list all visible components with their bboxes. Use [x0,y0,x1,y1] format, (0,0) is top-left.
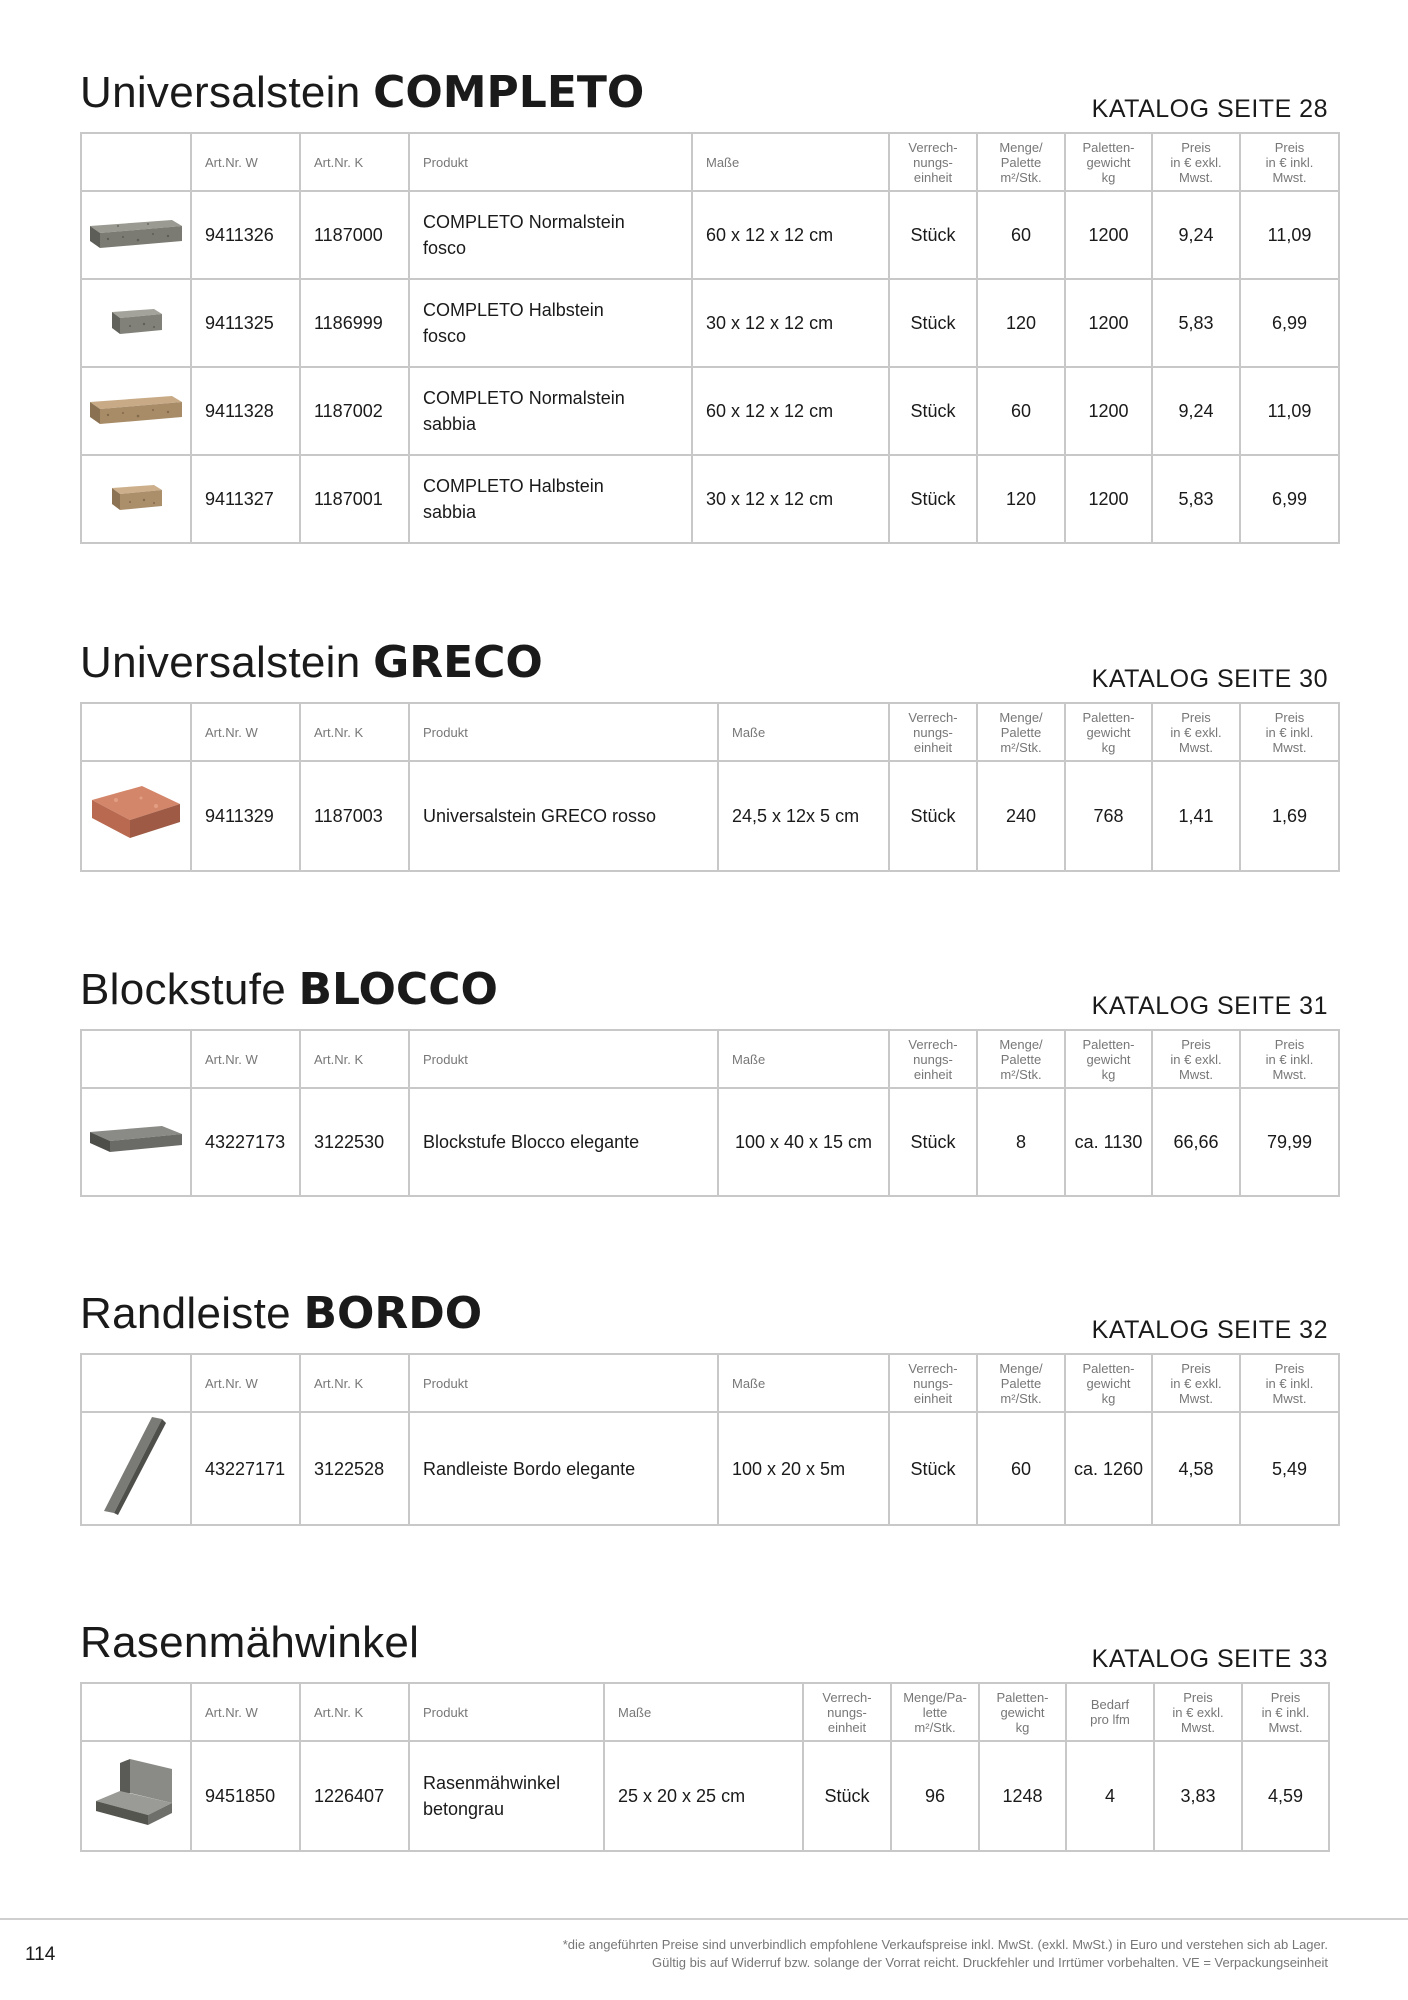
header-cell: Produkt [409,703,718,761]
disclaimer-line-2: Gültig bis auf Widerruf bzw. solange der Vorrat reicht. Druckfehler und Irrtümer vorbehalten. VE = Verpackungseinheit [652,1955,1328,1970]
masse: 60 x 12 x 12 cm [692,367,889,455]
gewicht: 1248 [979,1741,1066,1851]
einheit: Stück [889,1088,977,1196]
art-nr-k: 1187000 [300,191,409,279]
header-cell: Art.Nr. K [300,133,409,191]
menge: 240 [977,761,1065,871]
produkt [409,367,692,455]
product-table [80,702,1340,872]
header-cell: Art.Nr. K [300,1354,409,1412]
produkt: Randleiste Bordo elegante [409,1412,718,1525]
catalog-page-ref: KATALOG SEITE 28 [1091,95,1328,123]
preis-inkl: 79,99 [1240,1088,1339,1196]
art-nr-w: 9411327 [191,455,300,543]
randleiste-thumb [81,1412,191,1525]
menge: 60 [977,1412,1065,1525]
footer-divider [0,1918,1408,1920]
catalog-page-ref: KATALOG SEITE 32 [1091,1316,1328,1344]
section-header [80,1283,1328,1353]
greco-rosso-thumb [81,761,191,871]
title-light: Universalstein [80,638,361,687]
disclaimer-line-1: *die angeführten Preise sind unverbindlich empfohlene Verkaufspreise inkl. MwSt. (exkl. MwSt.) in Euro und verstehen sich ab Lager. [562,1937,1328,1952]
product-table [80,1353,1340,1526]
header-cell: Maße [604,1683,803,1741]
art-nr-w: 43227173 [191,1088,300,1196]
header-cell: Art.Nr. W [191,133,300,191]
produkt-line-2: sabbia [423,502,477,522]
einheit: Stück [889,761,977,871]
header-cell: Art.Nr. W [191,1030,300,1088]
header-cell: Art.Nr. K [300,703,409,761]
section-bordo [80,1283,1328,1526]
table-header-row [81,1030,1339,1088]
header-cell: Menge/Pa- lette m²/Stk. [891,1683,979,1741]
art-nr-k: 1186999 [300,279,409,367]
preis-exkl: 3,83 [1154,1741,1242,1851]
section-greco [80,632,1328,872]
preis-inkl: 6,99 [1240,279,1339,367]
header-cell: Preis in € exkl. Mwst. [1154,1683,1242,1741]
produkt-line-2: fosco [423,238,467,258]
produkt-line-2: sabbia [423,414,477,434]
art-nr-k: 1226407 [300,1741,409,1851]
table-row [81,191,1339,279]
header-cell: Maße [718,1354,889,1412]
header-cell: Verrech- nungs- einheit [889,1030,977,1088]
header-cell: Preis in € inkl. Mwst. [1240,133,1339,191]
stone-normal-fosco-thumb [81,191,191,279]
art-nr-w: 9411326 [191,191,300,279]
section-header [80,959,1328,1029]
produkt [409,1741,604,1851]
header-cell: Produkt [409,1030,718,1088]
stone-half-fosco-thumb [81,279,191,367]
title-bold: BORDO [303,1288,483,1339]
einheit: Stück [889,367,977,455]
produkt-line-1: COMPLETO Halbstein [423,300,604,320]
preis-exkl: 5,83 [1152,455,1240,543]
header-cell: Produkt [409,1354,718,1412]
table-row [81,455,1339,543]
section-blocco [80,959,1328,1197]
table-header-row [81,133,1339,191]
produkt [409,279,692,367]
gewicht: 768 [1065,761,1152,871]
menge: 8 [977,1088,1065,1196]
header-cell: Paletten- gewicht kg [1065,1030,1152,1088]
einheit: Stück [803,1741,891,1851]
header-cell: Menge/ Palette m²/Stk. [977,133,1065,191]
masse: 60 x 12 x 12 cm [692,191,889,279]
einheit: Stück [889,279,977,367]
header-cell: Verrech- nungs- einheit [889,703,977,761]
produkt [409,455,692,543]
title-light: Randleiste [80,1289,291,1338]
einheit: Stück [889,1412,977,1525]
catalog-page-ref: KATALOG SEITE 33 [1091,1645,1328,1673]
price-disclaimer [428,1936,1328,1972]
preis-exkl: 1,41 [1152,761,1240,871]
section-rasenmaehwinkel [80,1612,1328,1852]
table-header-row [81,703,1339,761]
bedarf: 4 [1066,1741,1154,1851]
masse: 100 x 40 x 15 cm [718,1088,889,1196]
product-table [80,1682,1330,1852]
header-cell: Preis in € exkl. Mwst. [1152,133,1240,191]
header-cell: Produkt [409,133,692,191]
header-cell: Menge/ Palette m²/Stk. [977,1030,1065,1088]
header-cell: Preis in € exkl. Mwst. [1152,703,1240,761]
art-nr-k: 1187002 [300,367,409,455]
header-cell: Preis in € exkl. Mwst. [1152,1354,1240,1412]
title-bold: COMPLETO [373,67,645,118]
header-cell: Preis in € inkl. Mwst. [1240,1030,1339,1088]
header-cell: Produkt [409,1683,604,1741]
section-title [80,67,644,118]
menge: 60 [977,367,1065,455]
header-cell: Preis in € inkl. Mwst. [1242,1683,1329,1741]
catalog-page-ref: KATALOG SEITE 30 [1091,665,1328,693]
header-cell: Art.Nr. W [191,1683,300,1741]
preis-inkl: 5,49 [1240,1412,1339,1525]
header-cell: Paletten- gewicht kg [1065,1354,1152,1412]
masse: 24,5 x 12x 5 cm [718,761,889,871]
header-cell: Verrech- nungs- einheit [803,1683,891,1741]
art-nr-k: 1187003 [300,761,409,871]
produkt-line-1: COMPLETO Normalstein [423,388,625,408]
art-nr-k: 3122528 [300,1412,409,1525]
gewicht: 1200 [1065,191,1152,279]
header-cell: Art.Nr. W [191,1354,300,1412]
blockstufe-thumb [81,1088,191,1196]
preis-inkl: 4,59 [1242,1741,1329,1851]
menge: 120 [977,279,1065,367]
product-table [80,1029,1340,1197]
table-row [81,367,1339,455]
stone-half-sabbia-thumb [81,455,191,543]
preis-exkl: 9,24 [1152,367,1240,455]
produkt-line-2: betongrau [423,1799,505,1819]
header-cell: Art.Nr. K [300,1030,409,1088]
art-nr-w: 9411328 [191,367,300,455]
preis-inkl: 11,09 [1240,191,1339,279]
einheit: Stück [889,191,977,279]
header-cell: Maße [692,133,889,191]
header-cell: Maße [718,1030,889,1088]
section-header [80,1612,1328,1682]
catalog-page-ref: KATALOG SEITE 31 [1091,992,1328,1020]
masse: 30 x 12 x 12 cm [692,455,889,543]
header-cell: Preis in € inkl. Mwst. [1240,703,1339,761]
art-nr-w: 43227171 [191,1412,300,1525]
header-image [81,133,191,191]
header-cell: Bedarf pro lfm [1066,1683,1154,1741]
header-cell: Maße [718,703,889,761]
table-row [81,1088,1339,1196]
gewicht: 1200 [1065,367,1152,455]
header-cell: Menge/ Palette m²/Stk. [977,703,1065,761]
section-title [80,1288,482,1339]
produkt-line-1: COMPLETO Normalstein [423,212,625,232]
produkt [409,191,692,279]
preis-exkl: 5,83 [1152,279,1240,367]
header-cell: Paletten- gewicht kg [979,1683,1066,1741]
preis-inkl: 11,09 [1240,367,1339,455]
section-title [80,637,543,688]
header-cell: Preis in € exkl. Mwst. [1152,1030,1240,1088]
menge: 60 [977,191,1065,279]
preis-exkl: 4,58 [1152,1412,1240,1525]
masse: 30 x 12 x 12 cm [692,279,889,367]
table-row [81,761,1339,871]
produkt: Universalstein GRECO rosso [409,761,718,871]
stone-normal-sabbia-thumb [81,367,191,455]
produkt-line-1: COMPLETO Halbstein [423,476,604,496]
preis-inkl: 6,99 [1240,455,1339,543]
gewicht: 1200 [1065,279,1152,367]
table-header-row [81,1683,1329,1741]
header-cell: Verrech- nungs- einheit [889,1354,977,1412]
header-image [81,1354,191,1412]
art-nr-w: 9451850 [191,1741,300,1851]
header-image [81,1683,191,1741]
table-header-row [81,1354,1339,1412]
produkt-line-1: Rasenmähwinkel [423,1773,561,1793]
title-light: Universalstein [80,68,361,117]
title-light: Blockstufe [80,965,286,1014]
art-nr-w: 9411329 [191,761,300,871]
preis-exkl: 66,66 [1152,1088,1240,1196]
preis-exkl: 9,24 [1152,191,1240,279]
header-cell: Preis in € inkl. Mwst. [1240,1354,1339,1412]
masse: 25 x 20 x 25 cm [604,1741,803,1851]
product-table [80,132,1340,544]
rasenmaehwinkel-thumb [81,1741,191,1851]
header-image [81,1030,191,1088]
header-cell: Paletten- gewicht kg [1065,703,1152,761]
art-nr-k: 1187001 [300,455,409,543]
header-cell: Art.Nr. W [191,703,300,761]
header-cell: Art.Nr. K [300,1683,409,1741]
title-bold: GRECO [373,637,543,688]
table-row [81,279,1339,367]
menge: 96 [891,1741,979,1851]
menge: 120 [977,455,1065,543]
section-title [80,964,498,1015]
header-cell: Verrech- nungs- einheit [889,133,977,191]
produkt-line-2: fosco [423,326,467,346]
section-completo [80,62,1328,544]
preis-inkl: 1,69 [1240,761,1339,871]
art-nr-k: 3122530 [300,1088,409,1196]
gewicht: ca. 1130 [1065,1088,1152,1196]
header-cell: Paletten- gewicht kg [1065,133,1152,191]
title-bold: BLOCCO [298,964,498,1015]
section-header [80,632,1328,702]
section-header [80,62,1328,132]
masse: 100 x 20 x 5m [718,1412,889,1525]
table-row [81,1741,1329,1851]
art-nr-w: 9411325 [191,279,300,367]
einheit: Stück [889,455,977,543]
produkt: Blockstufe Blocco elegante [409,1088,718,1196]
table-row [81,1412,1339,1525]
gewicht: ca. 1260 [1065,1412,1152,1525]
gewicht: 1200 [1065,455,1152,543]
header-cell: Menge/ Palette m²/Stk. [977,1354,1065,1412]
header-image [81,703,191,761]
title-light: Rasenmähwinkel [80,1618,420,1667]
section-title [80,1618,419,1668]
page-number: 114 [25,1944,56,1965]
